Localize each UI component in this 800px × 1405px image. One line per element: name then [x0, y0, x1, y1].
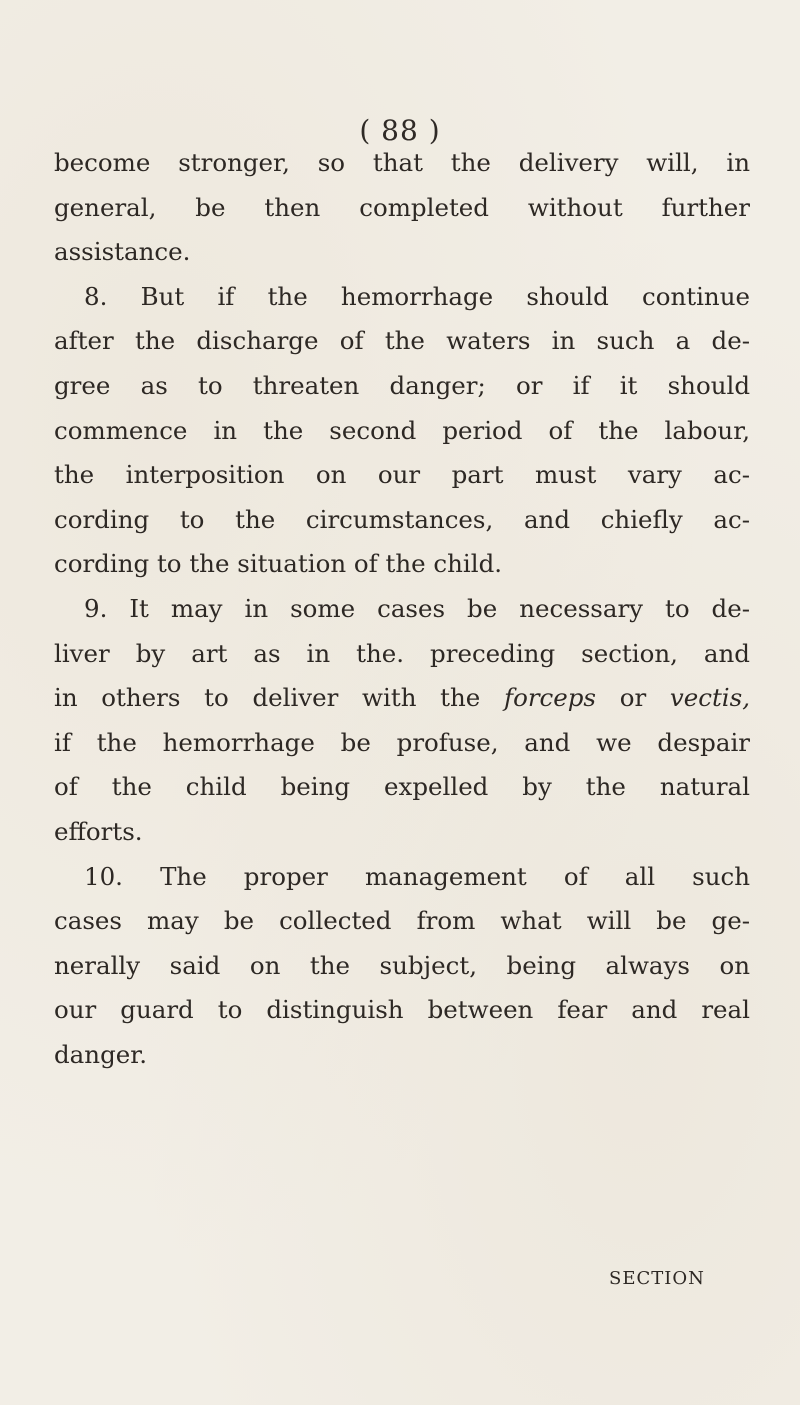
text-line: nerally said on the subject, being always on — [54, 950, 750, 980]
body-text — [54, 141, 750, 1077]
italic-term-vectis: vectis, — [669, 683, 750, 713]
paragraph-10-start: 10. The proper management of all such — [84, 861, 750, 891]
text-line-with-italics — [54, 676, 750, 721]
text-line: our guard to distinguish between fear and real — [54, 995, 750, 1025]
text-segment: in others to deliver with the — [54, 683, 481, 713]
text-line: cording to the circumstances, and chiefly ac- — [54, 504, 750, 534]
catchword: SECTION — [609, 1268, 705, 1289]
text-line: commence in the second period of the labour, — [54, 415, 750, 445]
text-line: become stronger, so that the delivery will, in — [54, 148, 750, 177]
text-line: liver by art as in the. preceding section, and — [54, 638, 750, 668]
paragraph-8-start: 8. But if the hemorrhage should continue — [84, 281, 750, 311]
text-line: assistance. — [54, 237, 191, 267]
page-number: ( 88 ) — [359, 114, 441, 147]
text-line: cases may be collected from what will be ge- — [54, 906, 750, 936]
text-line: cording to the situation of the child. — [54, 549, 503, 579]
text-line: if the hemorrhage be profuse, and we despair — [54, 727, 750, 757]
text-line: efforts. — [54, 816, 143, 846]
text-line: gree as to threaten danger; or if it should — [54, 370, 750, 400]
italic-term-forceps: forceps — [504, 683, 597, 713]
text-segment: or — [619, 683, 647, 713]
text-line: general, be then completed without further — [54, 192, 750, 222]
text-line: the interposition on our part must vary ac- — [54, 460, 750, 490]
paragraph-9-start: 9. It may in some cases be necessary to de- — [84, 593, 750, 623]
text-line: danger. — [54, 1039, 148, 1069]
text-line: after the discharge of the waters in such a de- — [54, 326, 750, 356]
text-line: of the child being expelled by the natural — [54, 772, 750, 802]
